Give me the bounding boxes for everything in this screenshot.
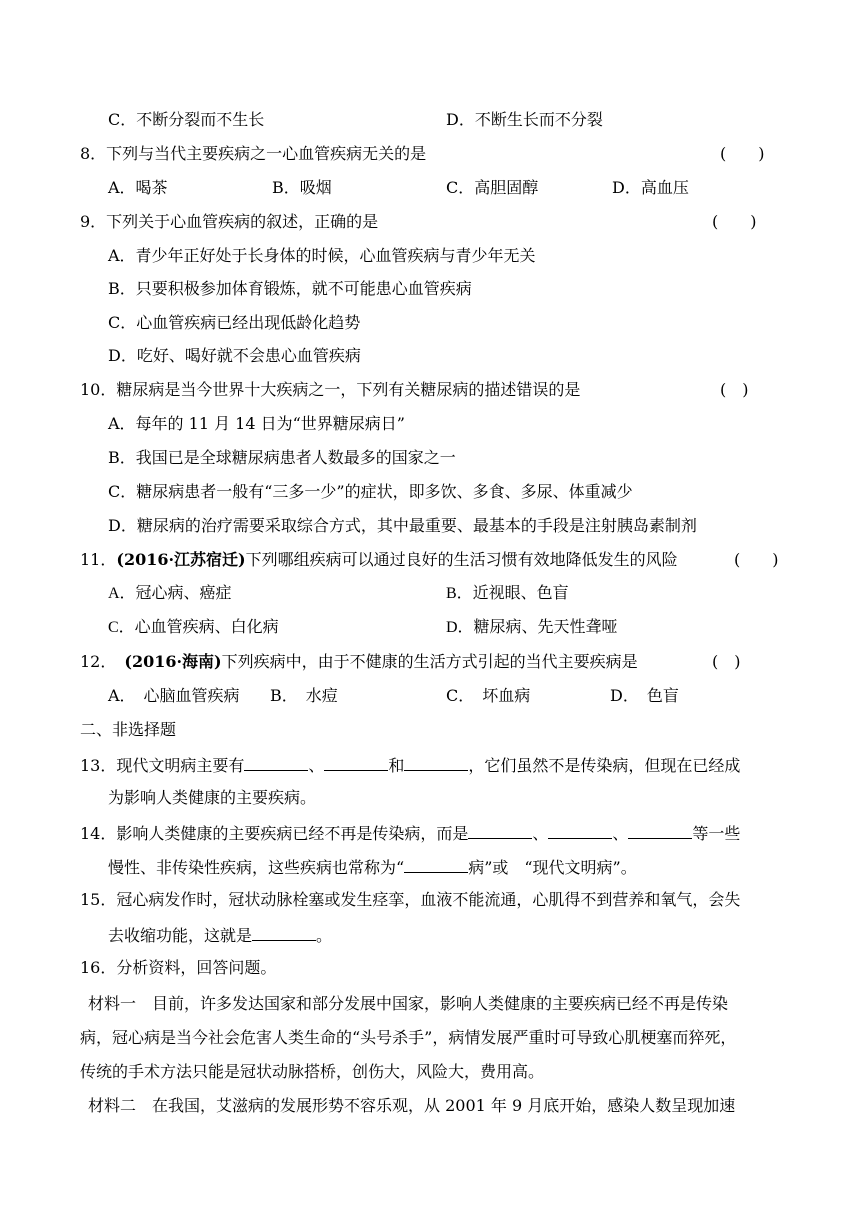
q11-stem: 下列哪组疾病可以通过良好的生活习惯有效地降低发生的风险 [245,550,678,569]
q8-option-b: B．吸烟 [272,178,332,197]
q11-option-d: D．糖尿病、先天性聋哑 [446,619,618,636]
q14-sep-2: 、 [612,824,629,843]
q15-line-1 [80,890,740,910]
q13-text-1: 现代文明病主要有 [116,756,245,775]
q10-option-b: B．我国已是全球糖尿病患者人数最多的国家之一 [108,448,456,467]
q10-option-d: D．糖尿病的治疗需要采取综合方式，其中最重要、最基本的手段是注射胰岛素制剂 [108,516,697,535]
q11-option-b: B．近视眼、色盲 [446,585,569,602]
q14-blank-2[interactable] [548,822,612,839]
q14-text-1: 影响人类健康的主要疾病已经不再是传染病，而是 [116,824,469,843]
q10-option-a: A．每年的 11 月 14 日为“世界糖尿病日” [108,414,405,433]
q12-source: (2016·海南) [124,652,222,671]
q9-option-a: A．青少年正好处于长身体的时候，心血管疾病与青少年无关 [108,246,536,265]
material-2-line-1 [88,1096,735,1116]
q14-number: 14． [80,824,117,843]
q13-sep-2: 和 [388,756,405,775]
q12-number: 12． [80,652,117,671]
q11-stem-line [80,550,678,570]
q10-answer-paren: ( ) [720,380,749,399]
q7-option-d: D．不断生长而不分裂 [446,110,603,129]
q13-blank-3[interactable] [404,754,468,771]
material-2-label: 材料二 [88,1096,137,1115]
q14-line-1 [80,822,740,844]
q13-text-2: ，它们虽然不是传染病，但现在已经成 [468,756,741,775]
q13-number: 13． [80,756,117,775]
section-heading-non-choice: 二、非选择题 [80,720,177,739]
material-1-line-1 [88,994,728,1014]
q12-stem-line [80,652,638,672]
q8-stem: 8．下列与当代主要疾病之一心血管疾病无关的是 [80,144,427,163]
material-2-text-1: 在我国，艾滋病的发展形势不容乐观，从 2001 年 9 月底开始，感染人数呈现加速 [152,1096,736,1115]
q13-sep-1: 、 [308,756,325,775]
q15-text-1: 冠心病发作时，冠状动脉栓塞或发生痉挛，血液不能流通，心肌得不到营养和氧气，会失 [116,890,741,909]
q11-number: 11． [80,550,117,569]
q9-option-b: B．只要积极参加体育锻炼，就不可能患心血管疾病 [108,279,472,298]
q9-answer-paren: ( ) [712,212,757,231]
q15-text-2: 去收缩功能，这就是 [108,926,253,945]
q12-answer-paren: ( ) [712,652,741,671]
q13-blank-1[interactable] [244,754,308,771]
q8-option-d: D．高血压 [612,178,689,197]
q9-option-c: C．心血管疾病已经出现低龄化趋势 [108,313,361,332]
q8-option-c: C．高胆固醇 [446,178,539,197]
q12-option-d: D． 色盲 [610,686,679,705]
q9-stem: 9．下列关于心血管疾病的叙述，正确的是 [80,212,379,231]
q11-option-a: A．冠心病、癌症 [108,585,232,602]
q16-stem: 16．分析资料，回答问题。 [80,958,277,977]
q15-line-2 [108,924,332,946]
q7-option-c: C．不断分裂而不生长 [108,110,265,129]
q13-blank-2[interactable] [324,754,388,771]
q11-source: (2016·江苏宿迁) [116,550,246,569]
q14-blank-1[interactable] [468,822,532,839]
q14-blank-4[interactable] [404,856,468,873]
material-1-line-3: 传统的手术方法只能是冠状动脉搭桥，创伤大，风险大，费用高。 [80,1062,545,1081]
q12-stem: 下列疾病中，由于不健康的生活方式引起的当代主要疾病是 [221,652,638,671]
q15-blank[interactable] [252,924,316,941]
q12-option-b: B． 水痘 [270,686,338,705]
q10-stem: 10．糖尿病是当今世界十大疾病之一，下列有关糖尿病的描述错误的是 [80,380,581,399]
q8-answer-paren: ( ) [720,144,765,163]
q13-line-2: 为影响人类健康的主要疾病。 [108,788,317,807]
q15-text-3: 。 [316,926,333,945]
q14-text-4: 病”或 “现代文明病”。 [468,858,637,877]
q12-option-a: A． 心脑血管疾病 [108,686,240,705]
q14-sep-1: 、 [532,824,549,843]
q13-line-1 [80,754,740,776]
q14-text-3: 慢性、非传染性疾病，这些疾病也常称为“ [108,858,405,877]
material-1-text-1: 目前，许多发达国家和部分发展中国家，影响人类健康的主要疾病已经不再是传染 [152,994,729,1013]
q9-option-d: D．吃好、喝好就不会患心血管疾病 [108,346,361,365]
q14-line-2 [108,856,637,878]
q10-option-c: C．糖尿病患者一般有“三多一少”的症状，即多饮、多食、多尿、体重减少 [108,482,633,501]
q11-option-c: C．心血管疾病、白化病 [108,619,279,636]
q15-number: 15． [80,890,117,909]
material-1-line-2: 病，冠心病是当今社会危害人类生命的“头号杀手”，病情发展严重时可导致心肌梗塞而猝死， [80,1028,737,1047]
q11-answer-paren: ( ) [734,550,779,569]
material-1-label: 材料一 [88,994,137,1013]
q8-option-a: A．喝茶 [108,178,168,197]
q12-option-c: C． 坏血病 [446,686,531,705]
q14-text-2: 等一些 [692,824,741,843]
q14-blank-3[interactable] [628,822,692,839]
